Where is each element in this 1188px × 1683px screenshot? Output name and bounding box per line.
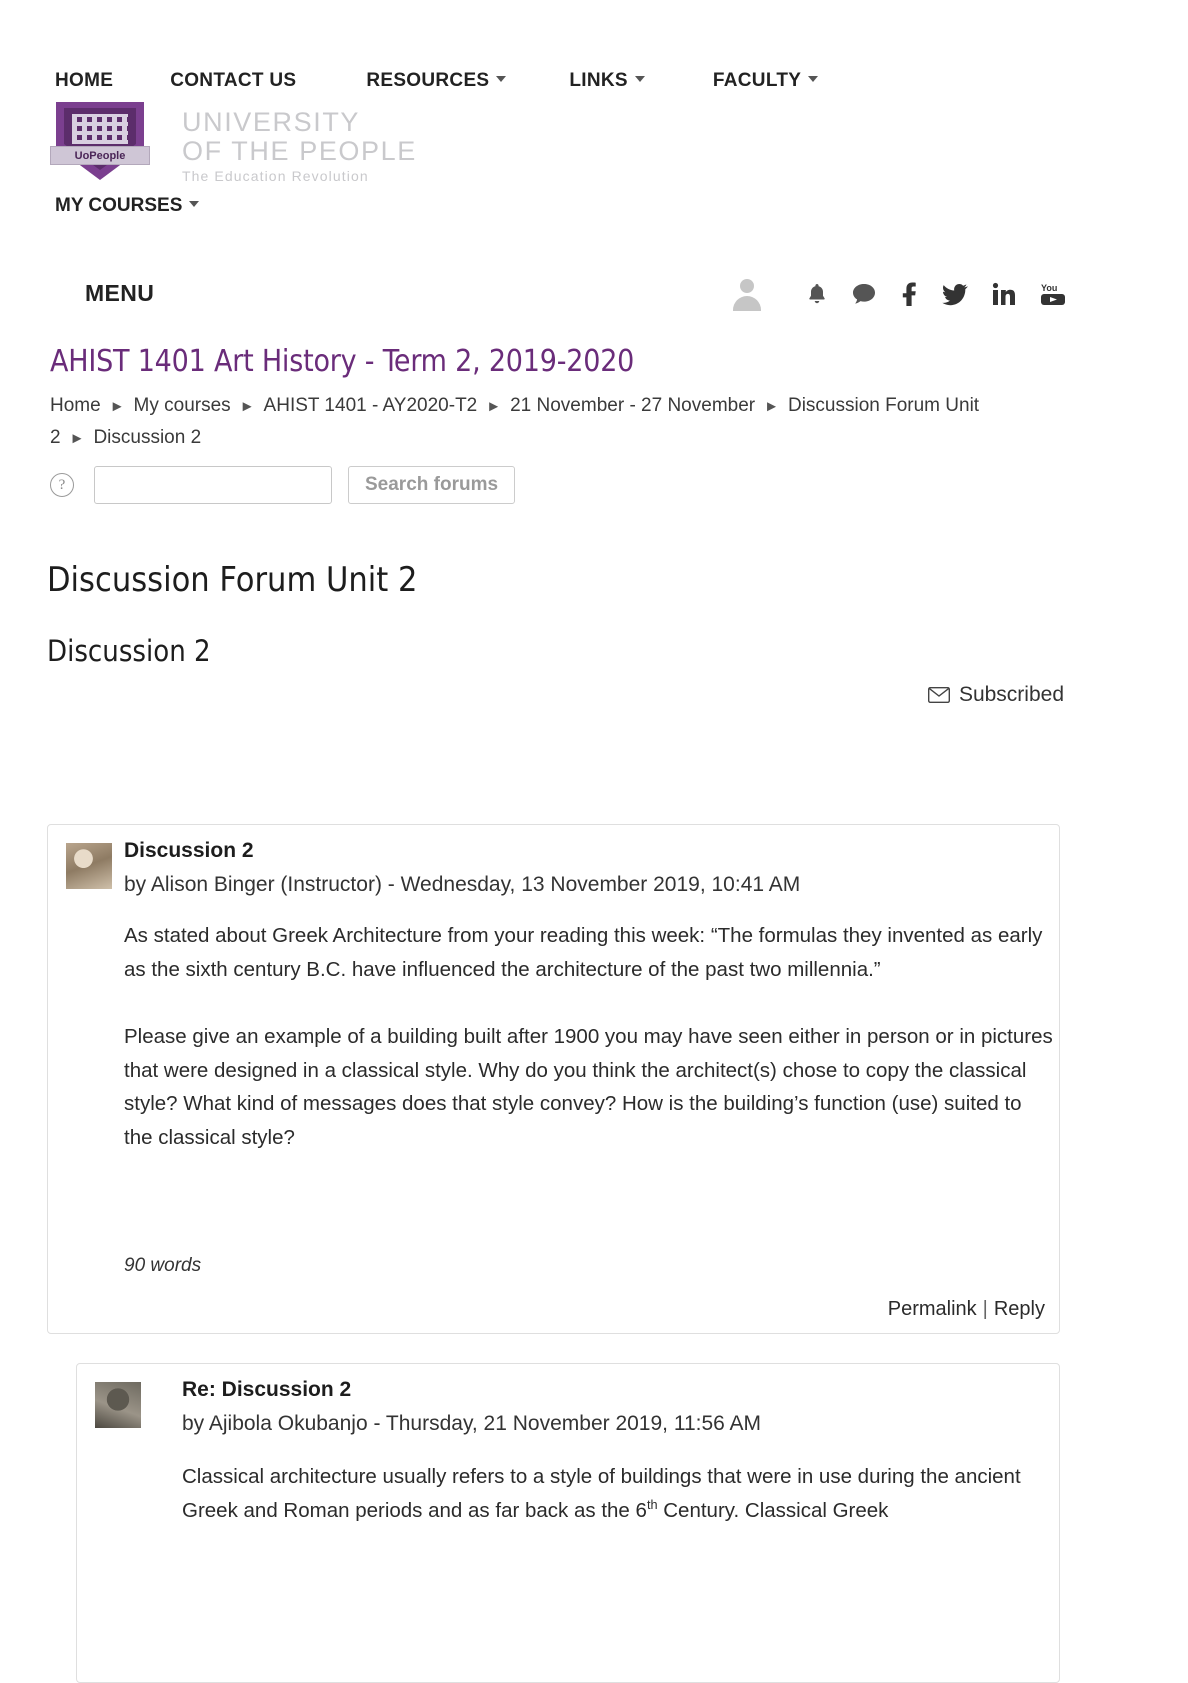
discussion-heading: Discussion 2 bbox=[47, 634, 211, 668]
breadcrumb-item-my-courses[interactable]: My courses bbox=[133, 395, 231, 416]
post-paragraph-part1: Classical architecture usually refers to a style of buildings that were in use during the ancient Greek and Roman periods and as far back as the 6 bbox=[182, 1465, 1021, 1522]
post-body bbox=[124, 919, 1054, 1155]
logo-tagline: The Education Revolution bbox=[182, 168, 369, 185]
nav-item-resources-label: RESOURCES bbox=[366, 70, 490, 91]
breadcrumb-item-course[interactable]: AHIST 1401 - AY2020-T2 bbox=[263, 395, 478, 416]
help-icon[interactable]: ? bbox=[50, 473, 74, 497]
nav-item-resources[interactable] bbox=[366, 70, 506, 92]
post-paragraph-superscript: th bbox=[646, 1496, 658, 1512]
top-navigation bbox=[0, 0, 1188, 245]
logo-line-1: UNIVERSITY bbox=[182, 107, 361, 137]
nav-item-links[interactable] bbox=[569, 70, 645, 92]
bell-icon[interactable] bbox=[806, 282, 828, 306]
logo-wordmark bbox=[182, 108, 417, 184]
breadcrumb-item-week[interactable]: 21 November - 27 November bbox=[510, 395, 756, 416]
breadcrumb-separator: ► bbox=[239, 398, 255, 415]
forum-post bbox=[47, 824, 1060, 1334]
nav-item-faculty-label: FACULTY bbox=[712, 70, 802, 91]
breadcrumb-separator: ► bbox=[764, 398, 779, 415]
nav-item-faculty[interactable] bbox=[713, 70, 818, 92]
breadcrumb-separator: ► bbox=[486, 398, 502, 415]
post-byline: by Ajibola Okubanjo - Thursday, 21 November 2019, 11:56 AM bbox=[182, 1412, 762, 1435]
facebook-icon[interactable] bbox=[900, 281, 918, 307]
post-wordcount: 90 words bbox=[124, 1255, 202, 1276]
nav-item-contact-us[interactable] bbox=[170, 70, 296, 92]
uopeople-shield-icon bbox=[50, 102, 150, 182]
avatar-icon[interactable] bbox=[730, 277, 764, 311]
forum-post bbox=[76, 1363, 1060, 1683]
menu-button[interactable]: MENU bbox=[85, 280, 155, 306]
chevron-down-icon bbox=[808, 76, 818, 82]
nav-item-home-label: HOME bbox=[55, 70, 114, 91]
envelope-icon bbox=[928, 687, 950, 703]
search-forums-button[interactable]: Search forums bbox=[348, 466, 515, 504]
post-body bbox=[182, 1460, 1060, 1527]
post-subject: Discussion 2 bbox=[124, 839, 254, 862]
post-actions bbox=[888, 1298, 1045, 1321]
nav-item-contact-us-label: CONTACT US bbox=[170, 70, 297, 91]
reply-link[interactable]: Reply bbox=[993, 1298, 1045, 1320]
search-input[interactable] bbox=[94, 466, 332, 504]
post-byline: by Alison Binger (Instructor) - Wednesday, 13 November 2019, 10:41 AM bbox=[124, 873, 801, 896]
twitter-icon[interactable] bbox=[942, 282, 968, 306]
breadcrumb-item-discussion[interactable]: Discussion 2 bbox=[93, 427, 202, 449]
message-icon[interactable] bbox=[852, 283, 876, 305]
nav-item-home[interactable] bbox=[55, 70, 113, 92]
nav-item-my-courses-label: MY COURSES bbox=[55, 195, 183, 216]
site-logo[interactable] bbox=[50, 102, 417, 184]
breadcrumb-item-forum[interactable]: Discussion Forum Unit 2 bbox=[50, 395, 980, 449]
permalink-link[interactable]: Permalink bbox=[887, 1298, 977, 1320]
subscribed-label: Subscribed bbox=[958, 683, 1064, 706]
action-separator: | bbox=[982, 1298, 988, 1320]
avatar[interactable] bbox=[66, 843, 112, 889]
logo-line-2: OF THE PEOPLE bbox=[182, 136, 417, 167]
menu-bar bbox=[0, 263, 1188, 333]
breadcrumb-item-home[interactable]: Home bbox=[50, 395, 101, 416]
subscribed-status[interactable] bbox=[928, 683, 1064, 707]
logo-badge-text: UoPeople bbox=[74, 149, 126, 162]
post-paragraph: As stated about Greek Architecture from your reading this week: “The formulas they invented as early as the sixth century B.C. have influenced the architecture of the past two millennia.” bbox=[124, 924, 1043, 981]
chevron-down-icon bbox=[635, 76, 645, 82]
forum-heading: Discussion Forum Unit 2 bbox=[47, 560, 418, 600]
avatar[interactable] bbox=[95, 1382, 141, 1428]
breadcrumb-separator: ► bbox=[109, 398, 125, 415]
page-title: AHIST 1401 Art History - Term 2, 2019-2020 bbox=[50, 344, 635, 379]
chevron-down-icon bbox=[496, 76, 506, 82]
breadcrumb bbox=[50, 390, 1050, 455]
nav-item-my-courses[interactable] bbox=[55, 195, 199, 217]
chevron-down-icon bbox=[189, 201, 199, 207]
youtube-icon[interactable] bbox=[1040, 282, 1066, 306]
svg-text:You: You bbox=[1041, 283, 1058, 293]
post-subject: Re: Discussion 2 bbox=[182, 1378, 352, 1401]
breadcrumb-separator: ► bbox=[69, 430, 85, 448]
primary-nav bbox=[55, 70, 818, 92]
linkedin-icon[interactable] bbox=[992, 282, 1016, 306]
menu-bar-icons bbox=[730, 277, 1066, 311]
nav-item-links-label: LINKS bbox=[569, 70, 628, 91]
post-paragraph bbox=[182, 1460, 1060, 1527]
forum-search bbox=[50, 466, 515, 504]
post-paragraph: Please give an example of a building built after 1900 you may have seen either in person or in pictures that were designed in a classical style. Why do you think the architect(s) chose to copy the classical style? What kind of messages does that style convey? How is the building’s function (use) suited to the classical style? bbox=[124, 1025, 1053, 1150]
post-paragraph-part2: Century. Classical Greek bbox=[657, 1498, 889, 1522]
